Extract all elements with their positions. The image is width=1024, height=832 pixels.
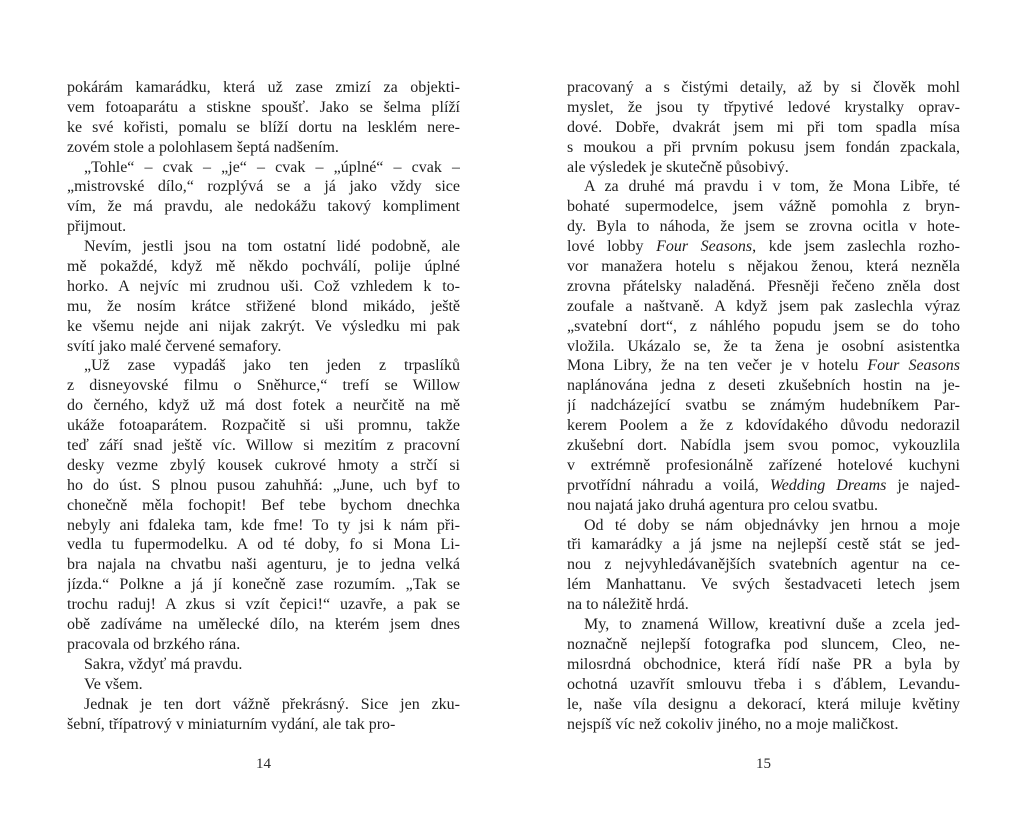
text-line: jí nadcházející svatbu se známým hudebníkem Par-: [567, 397, 960, 415]
text-line: jízda.“ Polkne a já jí konečně zase rozumím. „Tak se: [67, 576, 460, 594]
text-line: vím, že má pravdu, ale nedokážu takový kompliment: [67, 198, 460, 216]
text-line: pokárám kamarádku, která už zase zmizí za objekti-: [67, 79, 460, 96]
text-line: horko. A nejvíc mi zrudnou uši. Což vzhledem k to-: [67, 277, 460, 295]
text-line: lém Manhattanu. Ve svých šestadvaceti letech jsem: [567, 576, 960, 594]
text-line: desky vezme zbylý kousek cukrové hmoty a strčí si: [67, 456, 460, 474]
page-number-right: 15: [756, 756, 771, 772]
text-line: „svatební dort“, z náhlého popudu jsem se do toho: [567, 317, 960, 335]
text-line: vedla tu fupermodelku. A od té doby, fo si Mona Li-: [67, 536, 460, 554]
text-line: dové. Dobře, dvakrát jsem mi při tom spadla mísa: [567, 118, 960, 136]
text-line: „mistrovské dílo,“ rozplývá se a já jako vždy sice: [67, 178, 460, 196]
text-line: mu, že nosím krátce střižené blond mikádo, ještě: [67, 297, 460, 315]
text-line: obě zadíváme na umělecké dílo, na kterém jsem dnes: [67, 616, 460, 634]
text-line: Nevím, jestli jsou na tom ostatní lidé podobně, ale: [84, 238, 460, 256]
text-line: nou z nejvyhledávanějších svatebních agentur na ce-: [567, 556, 960, 574]
text-line: milosrdná obchodnice, která řídí naše PR a byla by: [567, 655, 960, 673]
text-line: vložila. Ukázalo se, že ta žena je osobní asistentka: [567, 337, 960, 355]
text-line: bra najala na chvatbu naši agenturu, je to jedna velká: [67, 556, 460, 574]
text-line: naplánována jedna z deseti zkušebních hostin na je-: [567, 377, 960, 395]
text-line: zoufale a naštvaně. A když jsem pak zaslechla výraz: [567, 297, 960, 315]
text-line: zovém stole a polohlasem šeptá nadšením.: [67, 138, 339, 156]
paragraph: [67, 78, 460, 158]
text-line: vem fotoaparátu a stiskne spoušť. Jako se šelma plíží: [67, 98, 460, 116]
text-line: prvotřídní náhradu a voilá, Wedding Dreams je najed-: [567, 476, 960, 494]
text-line: zrovna přátelsky naladěná. Přesněji řečeno zněla dost: [567, 277, 960, 295]
text-line: ho do úst. S plnou pusou zahuhňá: „June, uch byf to: [67, 476, 460, 494]
text-line: zkušební dort. Nabídla jsem svou pomoc, vykouzlila: [567, 437, 960, 455]
text-line: v extrémně profesionálně zařízené hotelové kuchyni: [567, 456, 960, 474]
text-line: pracovaný a s čistými detaily, až by si člověk mohl: [567, 79, 960, 96]
paragraph: [67, 655, 460, 675]
paragraph: [67, 237, 460, 356]
page-right-text: [567, 78, 960, 734]
text-line: ke všemu nejde ani nijak zakrýt. Ve výsledku mi pak: [67, 317, 460, 335]
text-line: ukáže fotoaparátem. Rozpačitě si uši promnu, takže: [67, 417, 460, 435]
text-line: dy. Byla to náhoda, že jsem se zrovna ocitla v hote-: [567, 218, 960, 236]
text-line: Jednak je ten dort vážně překrásný. Sice jen zku-: [84, 695, 460, 713]
text-line: trochu raduj! A zkus si vzít čepici!“ uzavře, a pak se: [67, 596, 460, 614]
text-line: myslet, že jsou ty třpytivé ledové krystalky oprav-: [567, 98, 960, 116]
text-line: pracovala od brzkého rána.: [67, 635, 241, 653]
text-line: „Tohle“ – cvak – „je“ – cvak – „úplné“ – cvak –: [84, 158, 460, 176]
text-line: My, to znamená Willow, kreativní duše a zcela jed-: [584, 616, 960, 634]
text-line: lové lobby Four Seasons, kde jsem zaslechla rozho-: [567, 238, 960, 256]
text-line: svítí jako malé červené semafory.: [67, 337, 282, 355]
text-line: ochotná uzavřít smlouvu třeba i s ďáblem, Levandu-: [567, 675, 960, 693]
text-line: ale výsledek je skutečně působivý.: [567, 158, 789, 176]
text-line: A za druhé má pravdu i v tom, že Mona Libře, té: [584, 178, 960, 196]
text-line: s moukou a při prvním pokusu jsem fondán zpackala,: [567, 138, 960, 156]
text-line: přijmout.: [67, 218, 127, 236]
text-line: Od té doby se nám objednávky jen hrnou a moje: [584, 516, 960, 534]
text-line: vor manažera hotelu s nějakou ženou, která nezněla: [567, 258, 960, 276]
paragraph: [567, 516, 960, 615]
paragraph: [67, 158, 460, 238]
text-line: z disneyovské filmu o Sněhurce,“ trefí se Willow: [67, 377, 460, 395]
text-line: na to náležitě hrdá.: [567, 596, 689, 614]
text-line: teď září snad ještě víc. Willow si mezitím z pracovní: [67, 437, 460, 455]
paragraph: [67, 356, 460, 654]
paragraph: [567, 78, 960, 177]
paragraph: [567, 615, 960, 734]
page-left-text: [67, 78, 460, 734]
text-line: Ve všem.: [84, 675, 143, 693]
paragraph: [67, 695, 460, 735]
page-number-left: 14: [256, 756, 271, 772]
text-line: ke své kořisti, pomalu se blíží dortu na lesklém nere-: [67, 118, 460, 136]
text-line: chonečně měla fochopit! Bef tebe bychom dnechka: [67, 496, 460, 514]
text-line: do černého, když už má dost fotek a neurčitě na mě: [67, 397, 460, 415]
text-line: tři kamarádky a já jsme na nejlepší cestě stát se jed-: [567, 536, 960, 554]
text-line: nebyly ani fdaleka tam, kde fme! To ty jsi k nám při-: [67, 516, 460, 534]
paragraph: [567, 177, 960, 515]
paragraph: [67, 675, 460, 695]
text-line: nejspíš víc než cokoliv jiného, no a moje maličkost.: [567, 715, 899, 733]
text-line: nou najatá jako druhá agentura pro celou svatbu.: [567, 496, 878, 514]
text-line: kerem Poolem a že z kdovídakého důvodu nedorazil: [567, 417, 960, 435]
text-line: noznačně nejlepší fotografka pod sluncem, Cleo, ne-: [567, 635, 960, 653]
text-line: šební, třípatrový v miniaturním vydání, ale tak pro-: [67, 715, 396, 733]
text-line: mě pokaždé, když mě někdo pochválí, polije úplné: [67, 258, 460, 276]
text-line: Mona Libry, že na ten večer je v hotelu Four Seasons: [567, 357, 960, 375]
text-line: le, naše víla designu a dekorací, která miluje květiny: [567, 695, 960, 713]
text-line: bohaté supermodelce, jsem vážně pomohla z bryn-: [567, 198, 960, 216]
text-line: Sakra, vždyť má pravdu.: [84, 655, 243, 673]
text-line: „Už zase vypadáš jako ten jeden z trpaslíků: [84, 357, 460, 375]
